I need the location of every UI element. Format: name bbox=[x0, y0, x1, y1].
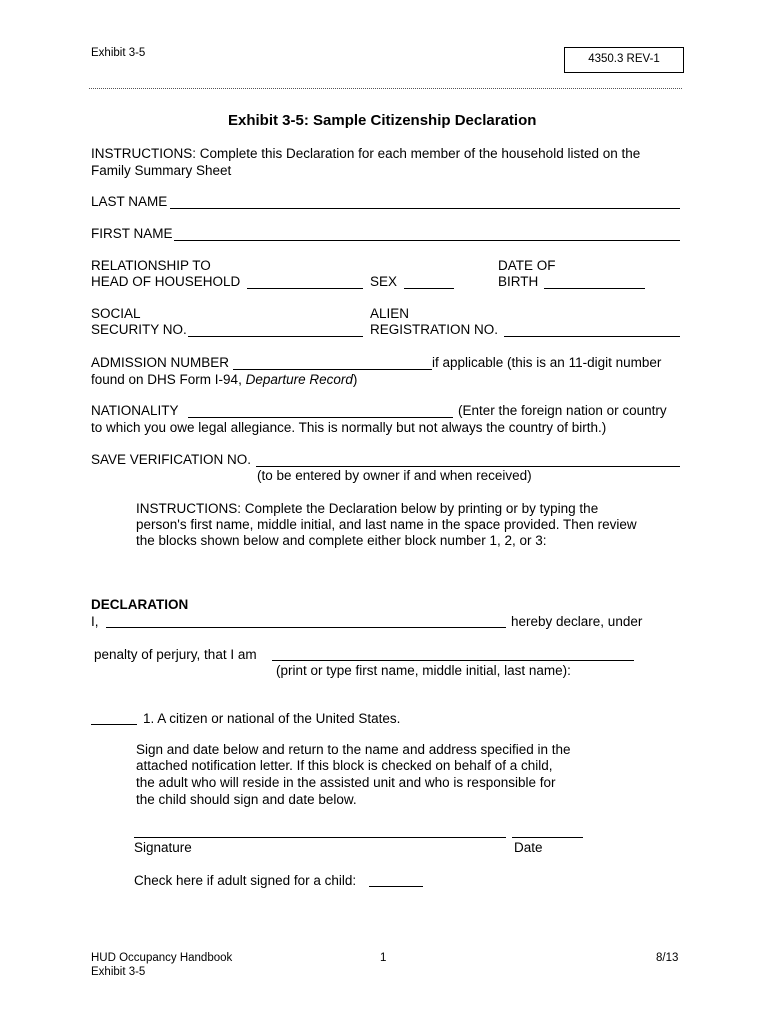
declarant-status-field[interactable] bbox=[272, 660, 634, 661]
admission-label: ADMISSION NUMBER bbox=[91, 355, 230, 370]
ssn-label-2: SECURITY NO. bbox=[91, 322, 187, 337]
signature-label: Signature bbox=[134, 840, 192, 855]
header-divider bbox=[89, 88, 682, 89]
date-label: Date bbox=[514, 840, 543, 855]
save-verification-note: (to be entered by owner if and when received) bbox=[257, 468, 532, 483]
last-name-field[interactable] bbox=[170, 208, 680, 209]
block1-item: 1. A citizen or national of the United States. bbox=[143, 711, 401, 726]
print-note: (print or type first name, middle initial, last name): bbox=[276, 663, 571, 678]
declaration-i-label: I, bbox=[91, 614, 99, 629]
block1-text-3: the adult who will reside in the assisted unit and who is responsible for bbox=[136, 775, 556, 790]
header-exhibit-label: Exhibit 3-5 bbox=[91, 47, 146, 59]
admission-note-2: found on DHS Form I-94, Departure Record) bbox=[91, 372, 358, 387]
nationality-note-1: (Enter the foreign nation or country bbox=[458, 403, 667, 418]
footer-page-number: 1 bbox=[380, 952, 387, 964]
relationship-label-1: RELATIONSHIP TO bbox=[91, 258, 211, 273]
relationship-label-2: HEAD OF HOUSEHOLD bbox=[91, 274, 241, 289]
decl-instructions-3: the blocks shown below and complete either block number 1, 2, or 3: bbox=[136, 533, 547, 548]
footer-date: 8/13 bbox=[656, 952, 679, 964]
nationality-label: NATIONALITY bbox=[91, 403, 179, 418]
sex-field[interactable] bbox=[404, 288, 454, 289]
save-verification-label: SAVE VERIFICATION NO. bbox=[91, 452, 252, 467]
rev-box: 4350.3 REV-1 bbox=[564, 47, 684, 73]
admission-note-1: if applicable (this is an 11-digit number bbox=[432, 355, 662, 370]
save-verification-field[interactable] bbox=[256, 466, 680, 467]
block1-text-4: the child should sign and date below. bbox=[136, 792, 357, 807]
page-title: Exhibit 3-5: Sample Citizenship Declaration bbox=[228, 112, 537, 129]
dob-field[interactable] bbox=[544, 288, 645, 289]
dob-label-2: BIRTH bbox=[498, 274, 539, 289]
nationality-note-2: to which you owe legal allegiance. This is normally but not always the country of birth.) bbox=[91, 420, 607, 435]
footer-exhibit: Exhibit 3-5 bbox=[91, 966, 146, 978]
ssn-field[interactable] bbox=[188, 336, 363, 337]
sex-label: SEX bbox=[370, 274, 398, 289]
ssn-label-1: SOCIAL bbox=[91, 306, 141, 321]
declaration-heading: DECLARATION bbox=[91, 597, 189, 612]
decl-instructions-1: INSTRUCTIONS: Complete the Declaration below by printing or by typing the bbox=[136, 501, 599, 516]
footer-handbook: HUD Occupancy Handbook bbox=[91, 952, 233, 964]
signature-field[interactable] bbox=[134, 837, 506, 838]
date-field[interactable] bbox=[512, 837, 583, 838]
alien-label-2: REGISTRATION NO. bbox=[370, 322, 499, 337]
check-adult-field[interactable] bbox=[369, 886, 423, 887]
admission-number-field[interactable] bbox=[233, 369, 432, 370]
instructions-line-2: Family Summary Sheet bbox=[91, 163, 232, 178]
alien-registration-field[interactable] bbox=[504, 336, 680, 337]
first-name-label: FIRST NAME bbox=[91, 226, 173, 241]
block1-text-2: attached notification letter. If this block is checked on behalf of a child, bbox=[136, 758, 553, 773]
instructions-line-1: INSTRUCTIONS: Complete this Declaration for each member of the household listed on the bbox=[91, 146, 641, 161]
penalty-text: penalty of perjury, that I am bbox=[94, 647, 257, 662]
relationship-field[interactable] bbox=[247, 288, 363, 289]
declarant-name-field[interactable] bbox=[106, 627, 506, 628]
check-adult-label: Check here if adult signed for a child: bbox=[134, 873, 357, 888]
block1-check-field[interactable] bbox=[91, 724, 137, 725]
nationality-field[interactable] bbox=[188, 417, 453, 418]
hereby-declare-text: hereby declare, under bbox=[511, 614, 643, 629]
decl-instructions-2: person's first name, middle initial, and last name in the space provided. Then review bbox=[136, 517, 637, 532]
first-name-field[interactable] bbox=[174, 240, 680, 241]
alien-label-1: ALIEN bbox=[370, 306, 410, 321]
block1-text-1: Sign and date below and return to the name and address specified in the bbox=[136, 742, 571, 757]
dob-label-1: DATE OF bbox=[498, 258, 556, 273]
last-name-label: LAST NAME bbox=[91, 194, 168, 209]
